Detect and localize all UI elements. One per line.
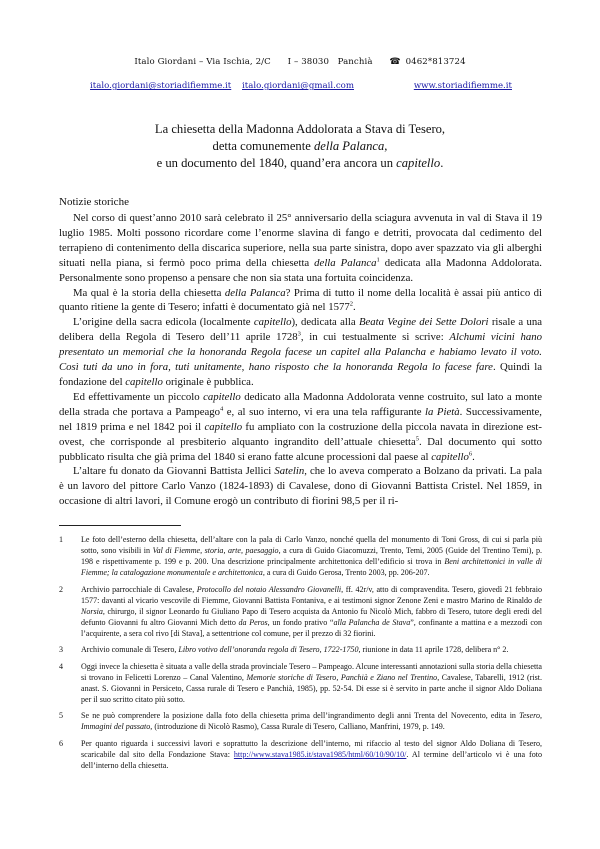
footnote-5: 5 Se ne può comprendere la posizione dalla foto della chiesetta prima dell’ingrandimento degli anni Trenta del Novecento, edita in Tesero, Immagini del passato, (introduzione di Nicolò Rasmo), Cassa Rurale di Tesero, Calliano, Manfrini, 1979, p. 149. bbox=[59, 711, 542, 731]
footnotes bbox=[59, 534, 542, 776]
footnote-2: 2 Archivio parrocchiale di Cavalese, Protocollo del notaio Alessandro Giovanelli, ff. 42r/v, atto di compravendita. Tesero, giovedì 21 febbraio 1577: davanti al vicario vescovile di Fiemme, Giovanni Battista Fontaniva, e ai testimoni signor Zenone Zeni e mastro Marino de Rinaldo de Norsia, chirurgo, il signor Leonardo fu Giuliano Papo di Tesero acquista da Antonio fu Nicolò Mich, fabbro di Tesero, tutore degli eredi del defunto Giovanni fu altro Giovanni Mich detto da Peros, un fondo prativo “alla Palancha de Stava”, confinante a mattina e a mezzodì con l’acquirente, a sera col rivo [di Stava], a settentrione col comune, per il prezzo di 32 fiorini. bbox=[59, 584, 542, 638]
paragraph-4: Ed effettivamente un piccolo capitello dedicato alla Madonna Addolorata venne costruito, sul lato a monte della strada che portava a Pampeago$^4$ e, al suo interno, vi era una tela raffigurante la Pietà. Successivamente, nel 1819 prima e nel 1842 poi il capitello fu ampliato con la costruzione della piccola navata in direzione est-ovest, che corrisponde al presbiterio alquanto ingrandito dell’attuale chiesetta$^5$. Dal documento qui sotto pubblicato risulta che già prima del 1840 si erano fatte alcune processioni dal paese al capitello$^6$. bbox=[59, 390, 542, 463]
footnote-number: 5 bbox=[59, 711, 64, 720]
footnote-number: 1 bbox=[59, 535, 64, 544]
fondazione-stava-link[interactable]: http://www.stava1985.it/stava1985/html/60/10/90/10/ bbox=[233, 749, 407, 759]
paragraph-2: Ma qual è la storia della chiesetta della Palanca? Prima di tutto il nome della località è assai più antico di quanto ritiene la gente di Tesero; infatti è documentato già nel 1577$^2$. bbox=[59, 286, 542, 314]
document-title bbox=[60, 121, 540, 172]
letterhead bbox=[0, 57, 600, 67]
phone-number: 0462*813724 bbox=[405, 57, 466, 67]
footnote-number: 2 bbox=[59, 584, 64, 594]
footnote-1: 1 Le foto dell’esterno della chiesetta, dell’altare con la pala di Carlo Vanzo, nonché quella del monumento di Toni Gross, di cui si parla più sotto, sono visibili in Val di Fiemme, storia, arte, paesaggio, a cura di Guido Giacomuzzi, Trento, Temi, 2005 (Guide del Trentino Temi), p. 198 e rispettivamente p. 199 e p. 200. Una descrizione principalmente architettonica dell’edificio si trova in Beni architettonici in valle di Fiemme; la catalogazione monumentale e architettonica, a cura di Guido Gerosa, Trento 2003, pp. 206-207. bbox=[59, 535, 543, 577]
email-link-1[interactable]: italo.giordani@storiadifiemme.it bbox=[90, 81, 232, 91]
website-link[interactable]: www.storiadifiemme.it bbox=[413, 81, 512, 91]
footnote-number: 3 bbox=[59, 645, 64, 654]
paragraph-1: Nel corso di quest’anno 2010 sarà celebrato il 25° anniversario della sciagura avvenuta in val di Stava il 19 luglio 1985. Molti possono ricordare come l’enorme slavina di fango e detriti, provocata dal cedimento del terrapieno di contenimento della discarica superiore, nella sua parte sinistra, dopo aver spazzato via gli alberghi situati nella piana, si fermò poco prima della chiesetta della Palanca$^1$ dedicata alla Madonna Addolorata. Personalmente sono propenso a pensare che non sia stata una fortuita coincidenza. bbox=[59, 212, 542, 284]
footnote-6: 6 Per quanto riguarda i successivi lavori e soprattutto la descrizione dell’interno, mi rifaccio al testo del signor Aldo Doliana di Tesero, scaricabile dal sito della Fondazione Stava: http://www.stava1985.it/stava1985/html/60/10/90/10/. Al termine dell’articolo vi è una foto dell’interno della chiesetta. bbox=[59, 738, 542, 770]
footnote-number: 6 bbox=[59, 738, 64, 748]
title-line-3: e un documento del 1840, quand’era ancora un capitello. bbox=[156, 156, 444, 170]
title-line-2: detta comunemente della Palanca, bbox=[212, 139, 388, 153]
email-link-2[interactable]: italo.giordani@gmail.com bbox=[242, 81, 354, 91]
title-line-1: La chiesetta della Madonna Addolorata a Stava di Tesero, bbox=[154, 122, 446, 136]
footnote-4: 4 Oggi invece la chiesetta è situata a valle della strada provinciale Tesero – Pampeago. Alcune interessanti annotazioni sulla storia della chiesetta si trovano in Felicetti Lorenzo – Canal Valentino, Memorie storiche di Tesero, Panchià e Ziano nel Trentino, Cavalese, Tabarelli, 1912 (rist. anast. S. Giovanni in Persiceto, Cassa rurale di Tesero e Panchià, 1985), pp. 52-54. Di esse si è servito in parte anche il signor Aldo Doliana per il suo scritto citato più sotto. bbox=[59, 661, 542, 704]
author-address: Italo Giordani – Via Ischia, 2/C bbox=[134, 57, 271, 67]
paragraph-3: L’origine della sacra edicola (localmente capitello), dedicata alla Beata Vegine dei Sette Dolori risale a una delibera della Regola di Tesero dell’11 aprile 1728$^3$, in cui testualmente si scrive: Alchumi vicini hano presentato un memorial che la honoranda Regola facese un capitel alla Palancha e habiamo levato il voto. Così tuti da uno in fora, tuti unitamente, hano risposto che la honoranda Regola lo facese fare. Quindi la fondazione del capitello originale è pubblica. bbox=[59, 316, 543, 388]
body-text bbox=[59, 211, 542, 509]
footnote-3: 3 Archivio comunale di Tesero, Libro votivo dell’onoranda regola di Tesero, 1722-1750, riunione in data 11 aprile 1728, delibera n° 2. bbox=[59, 645, 509, 654]
section-heading: Notizie storiche bbox=[59, 196, 129, 208]
paragraph-5: L’altare fu donato da Giovanni Battista Jellici Satelin, che lo aveva comperato a Bolzano da privati. La pala è un lavoro del pittore Carlo Vanzo (1824-1893) di Cavalese, dono di Giovanni Battista Cristel. Nel 1859, in occasione di altri lavori, il Comune erogò un contributo di fiorini 98,5 per il ri- bbox=[59, 465, 542, 508]
footnote-number: 4 bbox=[59, 661, 64, 671]
town: Panchià bbox=[337, 57, 373, 67]
footnote-divider bbox=[59, 525, 181, 526]
postal-code: I – 38030 bbox=[287, 57, 330, 67]
telephone-icon: ☎ bbox=[389, 57, 401, 67]
